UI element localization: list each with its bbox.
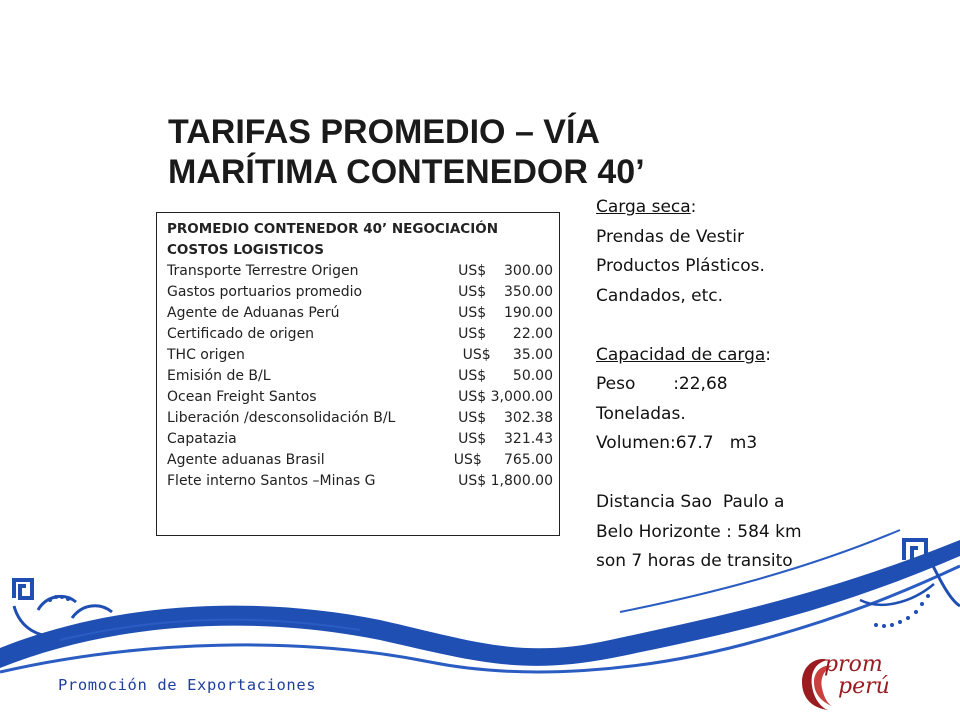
cost-row-amount: US$ 765.00 (453, 452, 553, 468)
spacer (596, 311, 946, 341)
carga-seca-colon: : (690, 197, 697, 217)
cost-rows (167, 261, 553, 492)
cost-row-label: Ocean Freight Santos (167, 389, 317, 405)
carga-seca-heading (596, 193, 946, 223)
distancia-line-2: Belo Horizonte : 584 km (596, 521, 802, 542)
cost-row (167, 261, 553, 282)
cost-row-label: THC origen (167, 347, 245, 363)
cost-row-amount: US$ 300.00 (458, 263, 553, 279)
cost-row-label: Liberación /desconsolidación B/L (167, 410, 396, 426)
cost-row (167, 387, 553, 408)
cost-row-label: Transporte Terrestre Origen (167, 263, 359, 279)
carga-item: Prendas de Vestir (596, 226, 744, 247)
cost-row-amount: US$ 22.00 (458, 326, 553, 342)
cost-row-amount: US$ 190.00 (458, 305, 553, 321)
cost-row (167, 366, 553, 387)
cost-row (167, 303, 553, 324)
cost-table-box (156, 212, 560, 536)
cost-row (167, 408, 553, 429)
cost-row-label: Agente aduanas Brasil (167, 452, 325, 468)
cost-row-amount: US$ 3,000.00 (458, 389, 553, 405)
cost-row-label: Flete interno Santos –Minas G (167, 473, 376, 489)
title-line-1: TARIFAS PROMEDIO – VÍA (168, 113, 600, 151)
spacer (596, 459, 946, 489)
cost-box-heading-2: COSTOS LOGISTICOS (167, 242, 324, 258)
logo-line-2: perú (838, 674, 890, 699)
peso-line: Peso :22,68 (596, 374, 728, 394)
cost-row-label: Emisión de B/L (167, 368, 271, 384)
distancia-line-3: son 7 horas de transito (596, 551, 793, 571)
carga-item: Productos Plásticos. (596, 256, 765, 276)
volumen-line: Volumen:67.7 m3 (596, 433, 758, 453)
cargo-info (596, 193, 946, 577)
title-line-2: MARÍTIMA CONTENEDOR 40’ (168, 153, 645, 191)
carga-item: Candados, etc. (596, 285, 724, 306)
cost-row-label: Gastos portuarios promedio (167, 284, 363, 300)
cost-row-amount: US$ 302.38 (458, 410, 553, 426)
cost-row-label: Certificado de origen (167, 326, 315, 342)
capacidad-label: Capacidad de carga (596, 344, 766, 365)
cost-row-amount: US$ 35.00 (462, 347, 553, 363)
cost-row (167, 345, 553, 366)
left-spiral-icon (14, 580, 32, 598)
toneladas-line: Toneladas. (596, 403, 686, 424)
cost-row (167, 429, 553, 450)
cost-row-label: Capatazia (167, 431, 237, 447)
cost-row-label: Agente de Aduanas Perú (167, 305, 340, 321)
cost-row-amount: US$ 50.00 (458, 368, 553, 384)
cost-row (167, 324, 553, 345)
cost-row-amount: US$ 321.43 (458, 431, 553, 447)
promperu-logo-text (824, 654, 890, 698)
logo-line-1: prom (824, 652, 883, 677)
capacidad-colon: : (765, 344, 772, 365)
cost-row-amount: US$ 350.00 (458, 284, 553, 300)
cost-box-heading-1: PROMEDIO CONTENEDOR 40’ NEGOCIACIÓN (167, 221, 499, 237)
carga-seca-label: Carga seca (596, 197, 691, 217)
cost-row-amount: US$ 1,800.00 (458, 473, 553, 489)
distancia-line-1: Distancia Sao Paulo a (596, 492, 785, 512)
footer-promocion-text: Promoción de Exportaciones (58, 676, 317, 694)
cost-row (167, 471, 553, 492)
capacidad-heading (596, 341, 946, 371)
slide-title (168, 112, 728, 192)
cost-row (167, 450, 553, 471)
cost-row (167, 282, 553, 303)
